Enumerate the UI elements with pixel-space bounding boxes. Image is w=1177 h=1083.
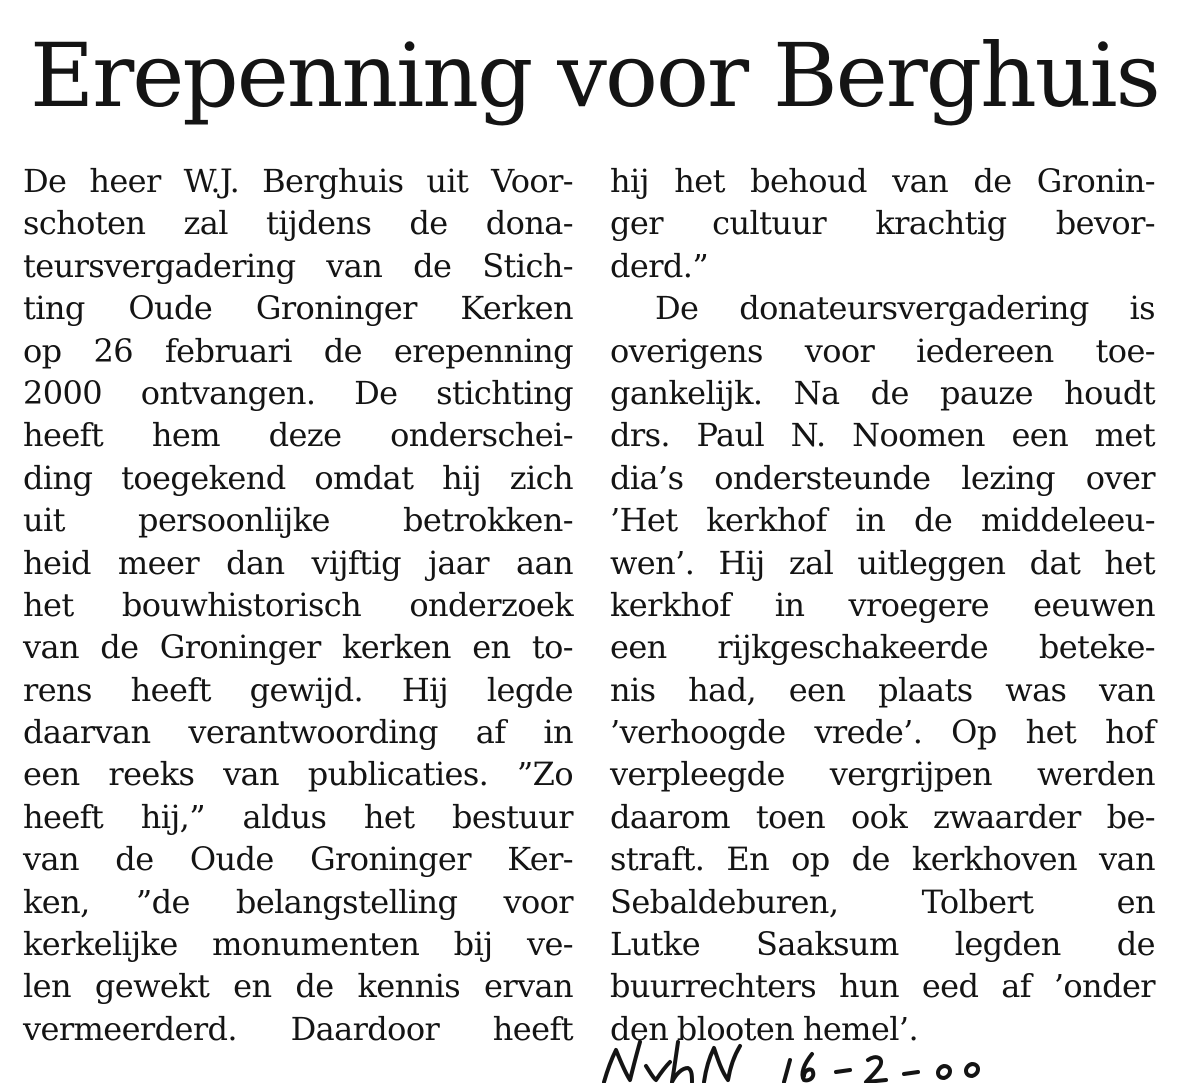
text-line: De donateursvergadering is [655, 289, 1155, 328]
text-line: van de Groninger kerken en to- [23, 628, 573, 667]
text-line: het bouwhistorisch onderzoek [23, 585, 573, 624]
text-line: ken, ”de belangstelling voor [23, 882, 573, 921]
article-column-left [23, 160, 573, 1050]
text-line: daarvan verantwoording af in [23, 713, 573, 752]
text-line: Sebaldeburen, Tolbert en [610, 882, 1155, 921]
article-headline: Erepenning voor Berghuis [30, 24, 1159, 127]
text-line: drs. Paul N. Noomen een met [610, 416, 1155, 455]
handwritten-signature [600, 1030, 1120, 1083]
text-line: een rijkgeschakeerde beteke- [610, 628, 1155, 667]
text-line: een reeks van publicaties. ”Zo [23, 755, 573, 794]
text-line: uit persoonlijke betrokken- [23, 501, 573, 540]
text-line: vermeerderd. Daardoor heeft [23, 1009, 573, 1048]
text-line: derd.” [610, 246, 709, 285]
text-line: ger cultuur krachtig bevor- [610, 204, 1155, 243]
text-line: hij het behoud van de Gronin- [610, 162, 1155, 200]
text-line: overigens voor iedereen toe- [610, 331, 1155, 370]
article-column-right [610, 160, 1155, 1050]
text-line: dia’s ondersteunde lezing over [610, 458, 1155, 497]
text-line: heeft hem deze onderschei- [23, 416, 573, 455]
text-line: ting Oude Groninger Kerken [23, 289, 573, 328]
text-line: 2000 ontvangen. De stichting [23, 373, 573, 412]
text-line: heeft hij,” aldus het bestuur [23, 797, 573, 836]
text-line: ’verhoogde vrede’. Op het hof [610, 713, 1155, 752]
text-line: teursvergadering van de Stich- [23, 246, 573, 285]
text-line: verpleegde vergrijpen werden [610, 755, 1155, 794]
text-line: nis had, een plaats was van [610, 670, 1155, 709]
text-line: kerkelijke monumenten bij ve- [23, 925, 573, 964]
text-line: len gewekt en de kennis ervan [23, 967, 573, 1006]
text-line: op 26 februari de erepenning [23, 331, 573, 370]
text-line: kerkhof in vroegere eeuwen [610, 585, 1155, 624]
text-line: straft. En op de kerkhoven van [610, 840, 1155, 879]
text-line: ’Het kerkhof in de middeleeu- [610, 501, 1155, 540]
text-line: den blooten hemel’. [610, 1009, 919, 1048]
handwritten-note [600, 1030, 1120, 1083]
text-line: De heer W.J. Berghuis uit Voor- [23, 162, 573, 200]
text-line: Lutke Saaksum legden de [610, 925, 1155, 964]
text-line: heid meer dan vijftig jaar aan [23, 543, 573, 582]
text-line: ding toegekend omdat hij zich [23, 458, 573, 497]
text-line: daarom toen ook zwaarder be- [610, 797, 1155, 836]
text-line: gankelijk. Na de pauze houdt [610, 373, 1155, 412]
text-line: rens heeft gewijd. Hij legde [23, 670, 573, 709]
text-line: schoten zal tijdens de dona- [23, 204, 573, 243]
text-line: buurrechters hun eed af ’onder [610, 967, 1155, 1006]
text-line: wen’. Hij zal uitleggen dat het [610, 543, 1155, 582]
text-line: van de Oude Groninger Ker- [23, 840, 573, 879]
